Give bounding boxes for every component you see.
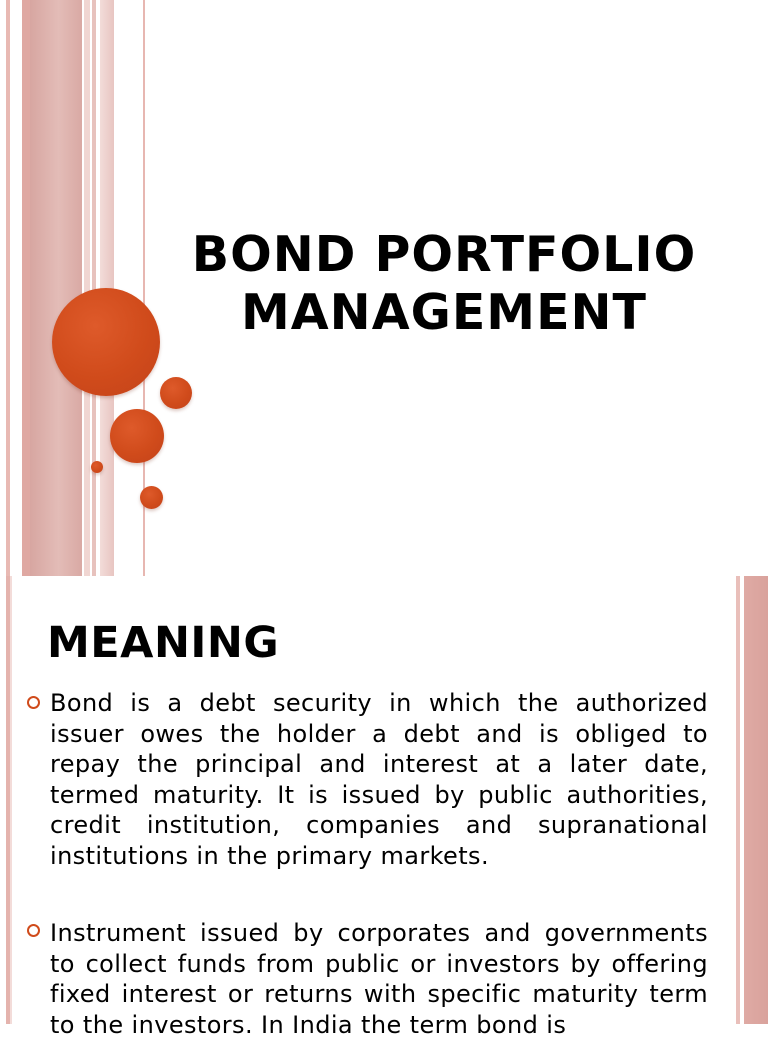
decorative-stripe bbox=[736, 576, 740, 1024]
decorative-stripe bbox=[22, 0, 30, 576]
content-slide bbox=[0, 576, 768, 1039]
decorative-circle bbox=[160, 377, 192, 409]
decorative-stripe bbox=[30, 0, 82, 576]
slide-title bbox=[180, 226, 708, 342]
circle-bullet-icon bbox=[27, 924, 40, 937]
decorative-circle bbox=[91, 461, 103, 473]
decorative-circle bbox=[140, 486, 163, 509]
decorative-stripe bbox=[744, 576, 768, 1024]
slide-title-line: BOND PORTFOLIO bbox=[191, 226, 697, 283]
decorative-stripe bbox=[10, 576, 12, 1024]
decorative-stripe bbox=[84, 0, 90, 576]
decorative-circle bbox=[110, 409, 164, 463]
slide-title-line: MANAGEMENT bbox=[241, 284, 647, 341]
bullet-text: Instrument issued by corporates and governments to collect funds from public or investors by offering fixed interest or returns with specific maturity term to the investors. In India the term bond is bbox=[50, 919, 708, 1039]
bullet-text: Bond is a debt security in which the authorized issuer owes the holder a debt and is obliged to repay the principal and interest at a later date, termed maturity. It is issued by public authorities, credit institution, companies and supranational institutions in the primary markets. bbox=[50, 689, 708, 870]
circle-bullet-icon bbox=[27, 696, 40, 709]
decorative-circle bbox=[52, 288, 160, 396]
slide-heading: MEANING bbox=[47, 618, 280, 668]
decorative-stripe bbox=[6, 0, 10, 576]
